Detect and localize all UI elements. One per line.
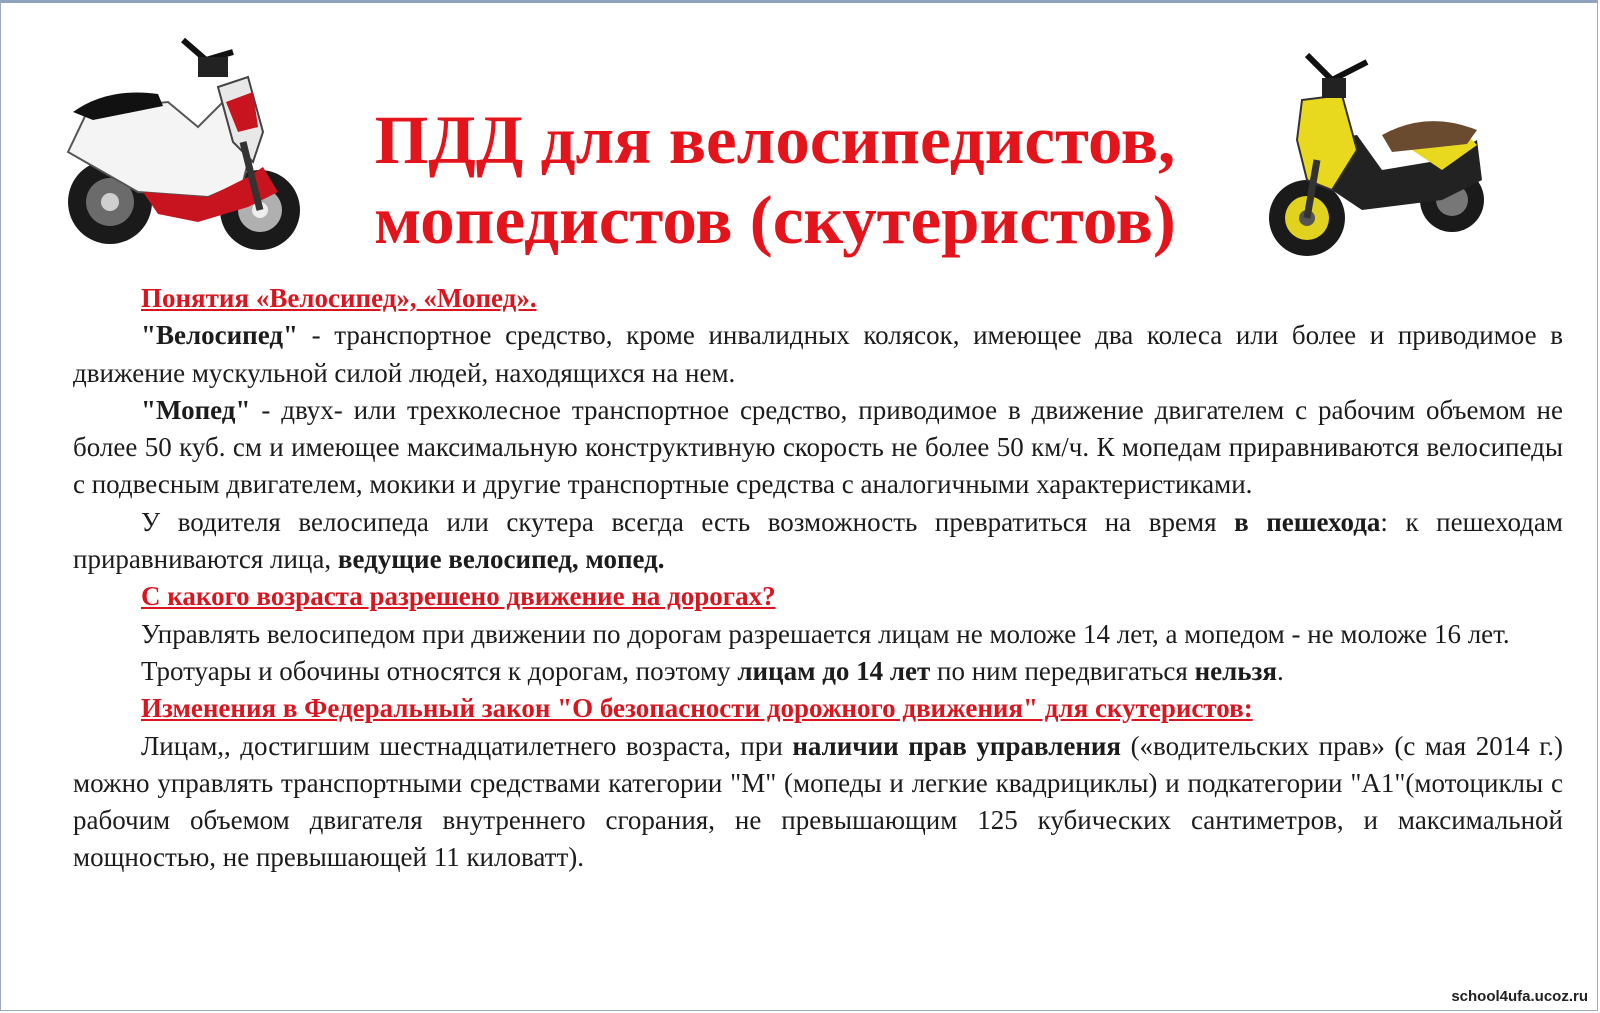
bicycle-definition-text: - транспортное средство, кроме инвалидных колясок, имеющее два колеса или более и приводимое в движение мускульной силой людей, находящихся на нем. xyxy=(73,320,1563,388)
yellow-black-scooter-icon xyxy=(1262,40,1506,265)
law-paragraph xyxy=(73,728,1563,877)
law-text-1: Лицам,, достигшим шестнадцатилетнего возраста, при xyxy=(141,730,793,761)
sidewalk-text-2: по ним передвигаться xyxy=(930,655,1195,686)
law-bold-1: наличии прав управления xyxy=(792,730,1122,761)
bicycle-term: "Велосипед" xyxy=(141,320,299,351)
pedestrian-text-2: : к пешеходам приравниваются лица, xyxy=(73,506,1563,575)
sidewalk-bold-1: лицам до 14 лет xyxy=(737,655,931,686)
page-title-line-1: ПДД для велосипедистов, xyxy=(374,102,1176,178)
section-heading-law-changes: Изменения в Федеральный закон "О безопасности дорожного движения" для скутеристов: xyxy=(141,693,1253,724)
sidewalk-paragraph xyxy=(73,653,1563,690)
sidewalk-bold-2: нельзя xyxy=(1194,655,1278,686)
red-white-scooter-icon xyxy=(48,32,313,257)
pedestrian-bold-1: в пешехода xyxy=(1234,506,1381,537)
sidewalk-text-3: . xyxy=(1277,655,1284,686)
site-watermark: school4ufa.ucoz.ru xyxy=(1451,988,1588,1005)
section-heading-age: С какого возраста разрешено движение на дорогах? xyxy=(141,581,776,612)
bicycle-definition xyxy=(73,317,1563,392)
page-title-line-2: мопедистов (скутеристов) xyxy=(374,182,1176,258)
sidewalk-text-1: Тротуары и обочины относятся к дорогам, поэтому xyxy=(141,655,738,686)
pedestrian-text-1: У водителя велосипеда или скутера всегда есть возможность превратиться на время xyxy=(141,506,1235,537)
age-paragraph: Управлять велосипедом при движении по дорогам разрешается лицам не моложе 14 лет, а мопедом - не моложе 16 лет. xyxy=(141,618,1510,649)
moped-definition xyxy=(73,392,1563,504)
moped-term: "Мопед" xyxy=(141,394,251,425)
pedestrian-paragraph xyxy=(73,504,1563,579)
document-body xyxy=(73,280,1563,877)
pedestrian-bold-2: ведущие велосипед, мопед. xyxy=(337,544,665,575)
moped-definition-text: - двух- или трехколесное транспортное средство, приводимое в движение двигателем с рабочим объемом не более 50 куб. см и имеющее максимальную конструктивную скорость не более 50 км/ч. К мопедам приравниваются велосипеды с подвесным двигателем, мокики и другие транспортные средства с аналогичными характеристиками. xyxy=(73,394,1563,500)
section-heading-definitions: Понятия «Велосипед», «Мопед». xyxy=(141,283,537,313)
law-text-2: («водительских прав» (с мая 2014 г.) можно управлять транспортными средствами категории "М" (мопеды и легкие квадрициклы) и подкатегории "А1"(мотоциклы с рабочим объемом двигателя внутреннего сгорания, не превышающим 125 кубических сантиметров, и максимальной мощностью, не превышающей 11 киловатт). xyxy=(73,730,1563,873)
page-title xyxy=(300,100,1250,260)
